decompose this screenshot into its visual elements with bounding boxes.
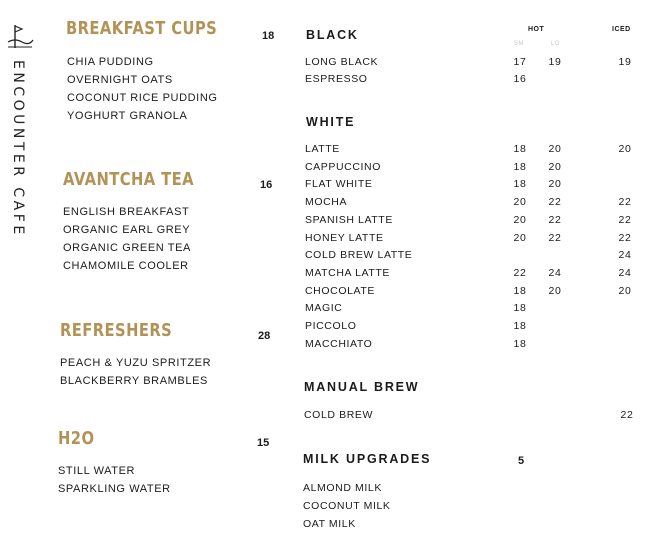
price-small: 16 bbox=[513, 73, 527, 85]
list-item: SPARKLING WATER bbox=[58, 483, 171, 495]
price-small: 18 bbox=[513, 178, 527, 191]
price-large: 22 bbox=[548, 213, 562, 226]
drink-table bbox=[305, 53, 635, 89]
drink-name: COLD BREW LATTE bbox=[305, 249, 413, 262]
list-item: STILL WATER bbox=[58, 465, 136, 477]
price-large: 20 bbox=[548, 284, 562, 297]
drink-table bbox=[305, 140, 635, 355]
column-subheader-small: SM bbox=[514, 41, 524, 47]
brand-name: ENCOUNTER CAFE bbox=[10, 60, 26, 238]
section-heading: MANUAL BREW bbox=[304, 380, 420, 394]
price-small: 20 bbox=[513, 196, 527, 209]
price-small: 18 bbox=[513, 143, 527, 155]
list-item: COCONUT RICE PUDDING bbox=[67, 92, 218, 104]
item-list bbox=[58, 462, 171, 498]
list-item: COCONUT MILK bbox=[303, 500, 391, 512]
price-iced: 20 bbox=[618, 284, 632, 297]
section-price: 16 bbox=[260, 179, 273, 191]
drink-table bbox=[304, 406, 634, 424]
price-iced: 22 bbox=[618, 213, 632, 226]
drink-name: LONG BLACK bbox=[305, 56, 379, 68]
drink-name: LATTE bbox=[305, 143, 340, 155]
price-large: 22 bbox=[548, 196, 562, 209]
section-price: 5 bbox=[518, 455, 525, 467]
section-heading: MILK UPGRADES bbox=[303, 452, 432, 466]
section-title: REFRESHERS bbox=[60, 320, 173, 341]
price-large: 22 bbox=[548, 231, 562, 244]
list-item: YOGHURT GRANOLA bbox=[67, 110, 188, 122]
list-item: CHIA PUDDING bbox=[67, 56, 154, 68]
price-small: 17 bbox=[513, 56, 527, 68]
price-iced: 24 bbox=[618, 249, 632, 262]
price-large: 20 bbox=[548, 160, 562, 173]
price-large: 20 bbox=[548, 143, 562, 155]
drink-name: CAPPUCCINO bbox=[305, 160, 382, 173]
list-item: BLACKBERRY BRAMBLES bbox=[60, 375, 208, 387]
column-header-iced: ICED bbox=[612, 26, 631, 33]
price-small: 18 bbox=[513, 337, 527, 350]
price-iced: 19 bbox=[618, 56, 632, 68]
price-small: 20 bbox=[513, 213, 527, 226]
price-small: 18 bbox=[513, 160, 527, 173]
flag-logo-icon bbox=[6, 22, 34, 50]
price-small: 20 bbox=[513, 231, 527, 244]
price-iced: 20 bbox=[618, 143, 632, 155]
drink-name: FLAT WHITE bbox=[305, 178, 373, 191]
list-item: PEACH & YUZU SPRITZER bbox=[60, 357, 212, 369]
section-heading: BLACK bbox=[306, 28, 359, 42]
price-large: 20 bbox=[548, 178, 562, 191]
section-price: 18 bbox=[262, 30, 275, 42]
drink-name: SPANISH LATTE bbox=[305, 213, 393, 226]
section-price: 28 bbox=[258, 330, 271, 342]
drink-name: PICCOLO bbox=[305, 320, 357, 332]
column-subheader-large: LG bbox=[551, 41, 561, 47]
section-title: BREAKFAST CUPS bbox=[66, 18, 218, 39]
section-heading: WHITE bbox=[306, 115, 356, 129]
list-item: CHAMOMILE COOLER bbox=[63, 260, 189, 272]
item-list bbox=[303, 479, 391, 533]
section-price: 15 bbox=[257, 437, 270, 449]
drink-name: HONEY LATTE bbox=[305, 231, 384, 244]
item-list bbox=[60, 354, 211, 390]
drink-name: MOCHA bbox=[305, 196, 348, 209]
list-item: ALMOND MILK bbox=[303, 482, 382, 494]
drink-name: MAGIC bbox=[305, 302, 343, 315]
price-small: 18 bbox=[513, 284, 527, 297]
list-item: ENGLISH BREAKFAST bbox=[63, 206, 190, 218]
drink-name: MATCHA LATTE bbox=[305, 266, 390, 279]
price-iced: 22 bbox=[618, 231, 632, 244]
price-iced: 22 bbox=[620, 409, 634, 421]
section-title: H2O bbox=[58, 428, 95, 449]
drink-name: ESPRESSO bbox=[305, 73, 368, 85]
list-item: ORGANIC GREEN TEA bbox=[63, 242, 191, 254]
price-small: 22 bbox=[513, 266, 527, 279]
price-small: 18 bbox=[513, 302, 527, 315]
price-iced: 22 bbox=[618, 196, 632, 209]
list-item: ORGANIC EARL GREY bbox=[63, 224, 191, 236]
drink-name: CHOCOLATE bbox=[305, 284, 375, 297]
drink-name: COLD BREW bbox=[304, 409, 373, 421]
drink-name: MACCHIATO bbox=[305, 337, 373, 350]
list-item: OVERNIGHT OATS bbox=[67, 74, 173, 86]
price-large: 24 bbox=[548, 266, 562, 279]
section-title: AVANTCHA TEA bbox=[63, 169, 194, 190]
price-small: 18 bbox=[513, 320, 527, 332]
price-iced: 24 bbox=[618, 266, 632, 279]
list-item: OAT MILK bbox=[303, 518, 356, 530]
item-list bbox=[63, 203, 191, 275]
item-list bbox=[67, 53, 218, 125]
column-header-hot: HOT bbox=[528, 26, 545, 33]
price-large: 19 bbox=[548, 56, 562, 68]
